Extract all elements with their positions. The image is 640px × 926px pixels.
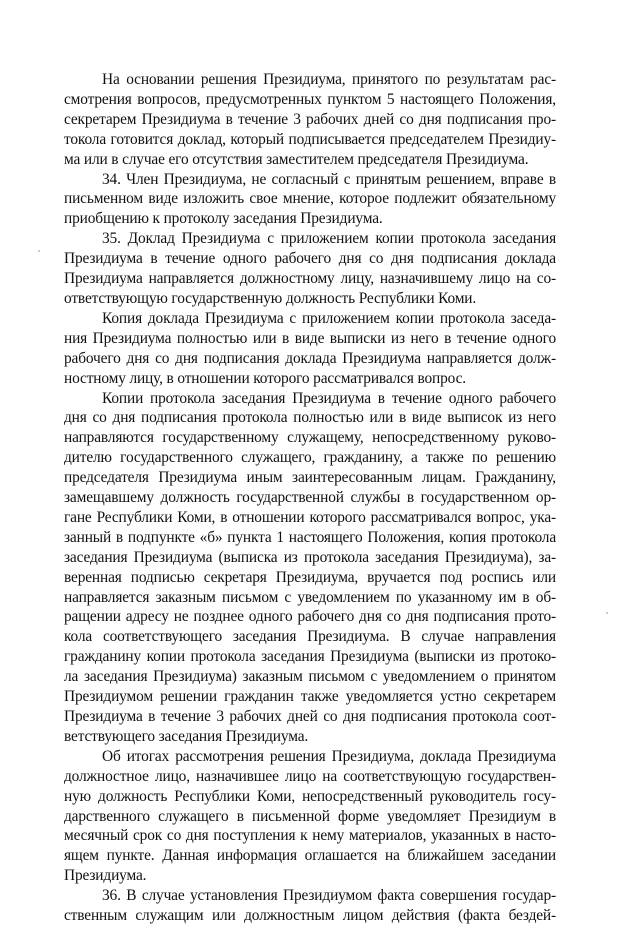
text-line: Президиума в течение одного рабочего дня со дня подписания доклада: [64, 250, 556, 268]
document-body: [64, 70, 556, 926]
text-line: веренная подписью секретаря Президиума, вручается под роспись или: [64, 568, 556, 586]
text-line: дня со дня подписания протокола полностью или в виде выписок из него: [64, 409, 556, 427]
text-line: секретарем Президиума в течение 3 рабочих дней со дня подписания про-: [64, 110, 556, 128]
text-line: приобщению к протоколу заседания Президиума.: [64, 210, 383, 228]
text-line: председателя Президиума иным заинтересованным лицам. Гражданину,: [64, 469, 556, 487]
text-line: токола готовится доклад, который подписывается председателем Президиу-: [64, 130, 556, 148]
text-line: Президиума в течение 3 рабочих дней со дня подписания протокола соот-: [64, 708, 556, 725]
text-line: 35. Доклад Президиума с приложением копии протокола заседания: [102, 230, 556, 248]
paragraph-p6: [64, 747, 556, 886]
text-line: ностному лицу, в отношении которого рассматривался вопрос.: [64, 369, 466, 387]
text-line: месячный срок со дня поступления к нему материалов, указанных в насто-: [64, 827, 556, 845]
text-line: ветствующего заседания Президиума.: [64, 727, 309, 745]
text-line: Копия доклада Президиума с приложением копии протокола заседа-: [102, 309, 556, 327]
scan-speck: [38, 250, 40, 252]
text-line: ственным служащим или должностным лицом действия (факта бездей-: [64, 907, 556, 925]
text-line: смотрения вопросов, предусмотренных пунктом 5 настоящего Положения,: [64, 90, 556, 108]
text-line: 36. В случае установления Президиумом факта совершения госудаp-: [102, 887, 556, 905]
text-line: ную должность Республики Коми, непосредственный руководитель госу-: [64, 787, 556, 805]
text-line: Об итогах рассмотрения решения Президиума, доклада Президиума: [102, 747, 556, 765]
text-line: Президиума направляется должностному лицу, назначившему лицо на со-: [64, 270, 556, 288]
paragraph-p5: [64, 389, 556, 747]
text-line: кола соответствующего заседания Президиума. В случае направления: [64, 628, 556, 646]
scan-speck: [606, 612, 608, 614]
text-line: ращении адресу не позднее одного рабочего дня со дня подписания прото-: [64, 608, 556, 626]
paragraph-p1: [64, 70, 556, 170]
text-line: На основании решения Президиума, принятого по результатам рас-: [102, 71, 556, 88]
text-line: гане Республики Коми, в отношении которого рассматривался вопрос, ука-: [64, 508, 556, 526]
text-line: ла заседания Президиума) заказным письмом с уведомлением о принятом: [64, 668, 556, 686]
text-line: ответствующую государственную должность Республики Коми.: [64, 289, 477, 307]
text-line: письменном виде изложить свое мнение, которое подлежит обязательному: [64, 190, 556, 208]
text-line: занный в подпункте «б» пункта 1 настоящего Положения, копия протокола: [64, 528, 556, 546]
text-line: гражданину копии протокола заседания Президиума (выписки из протоко-: [64, 648, 556, 666]
text-line: дарственного служащего в письменной форме уведомляет Президиум в: [64, 807, 556, 825]
paragraph-p4: [64, 309, 556, 389]
paragraph-p3: [64, 229, 556, 309]
text-line: Президиума.: [64, 867, 147, 885]
text-line: замещавшему должность государственной службы в государственном ор-: [64, 489, 556, 507]
text-line: ящем пункте. Данная информация оглашается на ближайшем заседании: [64, 847, 556, 865]
text-line: ния Президиума полностью или в виде выписки из него в течение одного: [64, 329, 556, 347]
text-line: направляется заказным письмом с уведомлением по указанному им в об-: [64, 588, 556, 606]
paragraph-p2: [64, 170, 556, 230]
text-line: Президиумом решении гражданин также уведомляется устно секретарем: [64, 688, 556, 706]
text-line: рабочего дня со дня подписания доклада Президиума направляется долж-: [64, 349, 556, 367]
text-line: заседания Президиума (выписка из протокола заседания Президиума), за-: [64, 548, 556, 566]
paragraph-p7: [64, 886, 556, 926]
text-line: должностное лицо, назначившее лицо на соответствующую государствен-: [64, 767, 556, 785]
text-line: 34. Член Президиума, не согласный с принятым решением, вправе в: [102, 170, 556, 188]
text-line: направляются государственному служащему, непосредственному руково-: [64, 429, 556, 447]
text-line: Копии протокола заседания Президиума в течение одного рабочего: [102, 389, 556, 407]
text-line: дителю государственного служащего, гражданину, а также по решению: [64, 449, 556, 467]
text-line: ма или в случае его отсутствия заместителем председателя Президиума.: [64, 150, 529, 168]
